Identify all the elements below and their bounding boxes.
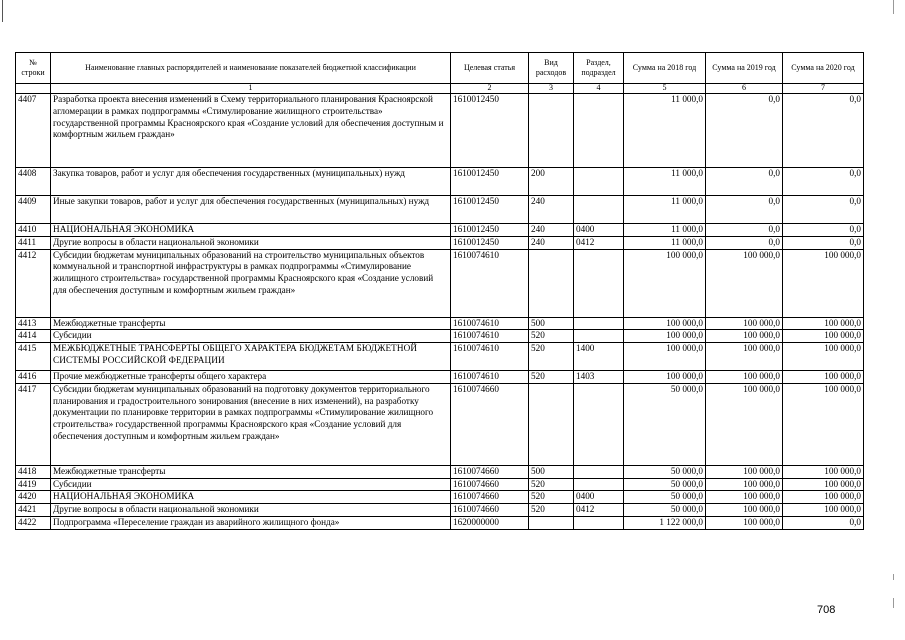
sum-2018: 11 000,0 bbox=[624, 94, 706, 168]
sum-2019: 100 000,0 bbox=[706, 249, 783, 317]
sum-2018: 50 000,0 bbox=[624, 491, 706, 504]
expense-kind: 500 bbox=[529, 465, 574, 478]
column-number: 5 bbox=[624, 84, 706, 94]
row-number: 4409 bbox=[16, 196, 51, 224]
target-article: 1610074660 bbox=[451, 465, 529, 478]
row-name: Разработка проекта внесения изменений в Схему территориального планирования Красноярской агломерации в рамках подпрограммы «Стимулирование жилищного строительства» государственной программы Красноярского края «Создание условий для обеспечения доступным и комфортным жильем граждан» bbox=[51, 94, 451, 168]
sum-2019: 100 000,0 bbox=[706, 465, 783, 478]
target-article: 1610012450 bbox=[451, 168, 529, 196]
sum-2020: 100 000,0 bbox=[783, 330, 864, 343]
sum-2018: 100 000,0 bbox=[624, 343, 706, 371]
target-article: 1610074660 bbox=[451, 383, 529, 465]
sum-2020: 100 000,0 bbox=[783, 478, 864, 491]
sum-2020: 100 000,0 bbox=[783, 371, 864, 384]
table-row bbox=[16, 371, 864, 384]
sum-2019: 0,0 bbox=[706, 236, 783, 249]
target-article: 1610074660 bbox=[451, 478, 529, 491]
row-number: 4420 bbox=[16, 491, 51, 504]
section-code bbox=[574, 317, 624, 330]
sum-2019: 100 000,0 bbox=[706, 504, 783, 517]
expense-kind: 520 bbox=[529, 491, 574, 504]
table-header-row bbox=[16, 53, 864, 84]
row-number: 4419 bbox=[16, 478, 51, 491]
table-row bbox=[16, 196, 864, 224]
sum-2019: 100 000,0 bbox=[706, 516, 783, 529]
section-code: 0400 bbox=[574, 491, 624, 504]
page-edge-mark bbox=[893, 574, 894, 580]
row-name: Другие вопросы в области национальной экономики bbox=[51, 236, 451, 249]
row-number: 4407 bbox=[16, 94, 51, 168]
sum-2020: 100 000,0 bbox=[783, 343, 864, 371]
expense-kind: 520 bbox=[529, 478, 574, 491]
table-row bbox=[16, 224, 864, 237]
row-name: Прочие межбюджетные трансферты общего характера bbox=[51, 371, 451, 384]
sum-2020: 0,0 bbox=[783, 94, 864, 168]
row-number: 4408 bbox=[16, 168, 51, 196]
sum-2020: 100 000,0 bbox=[783, 504, 864, 517]
row-name: Межбюджетные трансферты bbox=[51, 317, 451, 330]
target-article: 1610074660 bbox=[451, 491, 529, 504]
column-number-row bbox=[16, 84, 864, 94]
target-article: 1610074610 bbox=[451, 330, 529, 343]
table-row bbox=[16, 249, 864, 317]
sum-2020: 100 000,0 bbox=[783, 383, 864, 465]
sum-2020: 100 000,0 bbox=[783, 465, 864, 478]
table-row bbox=[16, 383, 864, 465]
row-name: Субсидии бюджетам муниципальных образований на строительство муниципальных объектов коммунальной и транспортной инфраструктуры в рамках подпрограммы «Стимулирование жилищного строительства» государственной программы Красноярского края «Создание условий для обеспечения доступным и комфортным жильем граждан» bbox=[51, 249, 451, 317]
section-code bbox=[574, 516, 624, 529]
target-article: 1620000000 bbox=[451, 516, 529, 529]
column-number bbox=[16, 84, 51, 94]
target-article: 1610012450 bbox=[451, 196, 529, 224]
section-code bbox=[574, 94, 624, 168]
header-sum-2020: Сумма на 2020 год bbox=[783, 53, 864, 84]
page-edge-mark bbox=[2, 0, 3, 22]
sum-2018: 11 000,0 bbox=[624, 168, 706, 196]
row-number: 4414 bbox=[16, 330, 51, 343]
sum-2018: 11 000,0 bbox=[624, 236, 706, 249]
table-row bbox=[16, 465, 864, 478]
section-code bbox=[574, 196, 624, 224]
sum-2020: 0,0 bbox=[783, 516, 864, 529]
expense-kind: 500 bbox=[529, 317, 574, 330]
table-row bbox=[16, 504, 864, 517]
column-number: 6 bbox=[706, 84, 783, 94]
row-name: МЕЖБЮДЖЕТНЫЕ ТРАНСФЕРТЫ ОБЩЕГО ХАРАКТЕРА БЮДЖЕТАМ БЮДЖЕТНОЙ СИСТЕМЫ РОССИЙСКОЙ ФЕДЕРАЦИИ bbox=[51, 343, 451, 371]
row-number: 4418 bbox=[16, 465, 51, 478]
table-row bbox=[16, 330, 864, 343]
header-section: Раздел, подраздел bbox=[574, 53, 624, 84]
sum-2018: 50 000,0 bbox=[624, 383, 706, 465]
row-number: 4416 bbox=[16, 371, 51, 384]
sum-2019: 100 000,0 bbox=[706, 343, 783, 371]
sum-2020: 0,0 bbox=[783, 196, 864, 224]
expense-kind bbox=[529, 249, 574, 317]
sum-2018: 50 000,0 bbox=[624, 504, 706, 517]
sum-2018: 100 000,0 bbox=[624, 330, 706, 343]
sum-2019: 100 000,0 bbox=[706, 491, 783, 504]
row-number: 4422 bbox=[16, 516, 51, 529]
sum-2019: 100 000,0 bbox=[706, 478, 783, 491]
sum-2020: 100 000,0 bbox=[783, 249, 864, 317]
section-code bbox=[574, 330, 624, 343]
sum-2019: 100 000,0 bbox=[706, 330, 783, 343]
row-number: 4417 bbox=[16, 383, 51, 465]
target-article: 1610074610 bbox=[451, 249, 529, 317]
row-name: Субсидии бюджетам муниципальных образований на подготовку документов территориального планирования и градостроительного зонирования (внесение в них изменений), на разработку документации по планировке территории в рамках подпрограммы «Стимулирование жилищного строительства» государственной программы Красноярского края «Создание условий для обеспечения доступным и комфортным жильем граждан» bbox=[51, 383, 451, 465]
target-article: 1610012450 bbox=[451, 224, 529, 237]
sum-2020: 0,0 bbox=[783, 168, 864, 196]
row-name: Субсидии bbox=[51, 478, 451, 491]
expense-kind: 520 bbox=[529, 504, 574, 517]
table-body bbox=[16, 94, 864, 530]
row-name: Иные закупки товаров, работ и услуг для обеспечения государственных (муниципальных) нужд bbox=[51, 196, 451, 224]
header-row-number: № строки bbox=[16, 53, 51, 84]
expense-kind bbox=[529, 383, 574, 465]
sum-2020: 0,0 bbox=[783, 224, 864, 237]
sum-2019: 0,0 bbox=[706, 168, 783, 196]
table-row bbox=[16, 168, 864, 196]
row-number: 4412 bbox=[16, 249, 51, 317]
header-name: Наименование главных распорядителей и наименование показателей бюджетной классификации bbox=[51, 53, 451, 84]
expense-kind: 520 bbox=[529, 343, 574, 371]
target-article: 1610074610 bbox=[451, 317, 529, 330]
row-number: 4415 bbox=[16, 343, 51, 371]
row-name: Подпрограмма «Переселение граждан из аварийного жилищного фонда» bbox=[51, 516, 451, 529]
row-number: 4410 bbox=[16, 224, 51, 237]
budget-table bbox=[15, 52, 864, 530]
sum-2019: 100 000,0 bbox=[706, 383, 783, 465]
target-article: 1610074660 bbox=[451, 504, 529, 517]
section-code: 1403 bbox=[574, 371, 624, 384]
target-article: 1610074610 bbox=[451, 343, 529, 371]
row-number: 4411 bbox=[16, 236, 51, 249]
header-target-article: Целевая статья bbox=[451, 53, 529, 84]
row-name: НАЦИОНАЛЬНАЯ ЭКОНОМИКА bbox=[51, 491, 451, 504]
section-code: 0400 bbox=[574, 224, 624, 237]
row-number: 4413 bbox=[16, 317, 51, 330]
sum-2019: 0,0 bbox=[706, 94, 783, 168]
row-name: Субсидии bbox=[51, 330, 451, 343]
sum-2018: 11 000,0 bbox=[624, 224, 706, 237]
header-sum-2019: Сумма на 2019 год bbox=[706, 53, 783, 84]
table-row bbox=[16, 491, 864, 504]
target-article: 1610074610 bbox=[451, 371, 529, 384]
header-sum-2018: Сумма на 2018 год bbox=[624, 53, 706, 84]
column-number: 4 bbox=[574, 84, 624, 94]
header-expense-kind: Вид расходов bbox=[529, 53, 574, 84]
column-number: 2 bbox=[451, 84, 529, 94]
section-code bbox=[574, 383, 624, 465]
expense-kind: 520 bbox=[529, 371, 574, 384]
sum-2020: 0,0 bbox=[783, 236, 864, 249]
section-code: 1400 bbox=[574, 343, 624, 371]
page-edge-mark bbox=[893, 0, 894, 14]
row-name: Межбюджетные трансферты bbox=[51, 465, 451, 478]
table-row bbox=[16, 343, 864, 371]
target-article: 1610012450 bbox=[451, 94, 529, 168]
sum-2018: 50 000,0 bbox=[624, 478, 706, 491]
page-edge-mark bbox=[893, 598, 894, 608]
sum-2019: 100 000,0 bbox=[706, 317, 783, 330]
sum-2020: 100 000,0 bbox=[783, 491, 864, 504]
sum-2019: 0,0 bbox=[706, 196, 783, 224]
column-number: 1 bbox=[51, 84, 451, 94]
sum-2018: 50 000,0 bbox=[624, 465, 706, 478]
row-name: Другие вопросы в области национальной экономики bbox=[51, 504, 451, 517]
sum-2020: 100 000,0 bbox=[783, 317, 864, 330]
expense-kind: 520 bbox=[529, 330, 574, 343]
section-code bbox=[574, 168, 624, 196]
table-row bbox=[16, 236, 864, 249]
sum-2018: 100 000,0 bbox=[624, 371, 706, 384]
expense-kind: 240 bbox=[529, 196, 574, 224]
table-row bbox=[16, 516, 864, 529]
section-code: 0412 bbox=[574, 504, 624, 517]
section-code: 0412 bbox=[574, 236, 624, 249]
sum-2019: 0,0 bbox=[706, 224, 783, 237]
row-name: Закупка товаров, работ и услуг для обеспечения государственных (муниципальных) нужд bbox=[51, 168, 451, 196]
row-number: 4421 bbox=[16, 504, 51, 517]
column-number: 3 bbox=[529, 84, 574, 94]
page-number: 708 bbox=[817, 604, 836, 616]
expense-kind bbox=[529, 516, 574, 529]
table-row bbox=[16, 317, 864, 330]
sum-2018: 100 000,0 bbox=[624, 317, 706, 330]
section-code bbox=[574, 478, 624, 491]
target-article: 1610012450 bbox=[451, 236, 529, 249]
expense-kind: 240 bbox=[529, 236, 574, 249]
sum-2018: 1 122 000,0 bbox=[624, 516, 706, 529]
table-row bbox=[16, 478, 864, 491]
sum-2018: 100 000,0 bbox=[624, 249, 706, 317]
expense-kind: 240 bbox=[529, 224, 574, 237]
table-row bbox=[16, 94, 864, 168]
sum-2019: 100 000,0 bbox=[706, 371, 783, 384]
expense-kind: 200 bbox=[529, 168, 574, 196]
expense-kind bbox=[529, 94, 574, 168]
sum-2018: 11 000,0 bbox=[624, 196, 706, 224]
column-number: 7 bbox=[783, 84, 864, 94]
row-name: НАЦИОНАЛЬНАЯ ЭКОНОМИКА bbox=[51, 224, 451, 237]
section-code bbox=[574, 249, 624, 317]
section-code bbox=[574, 465, 624, 478]
